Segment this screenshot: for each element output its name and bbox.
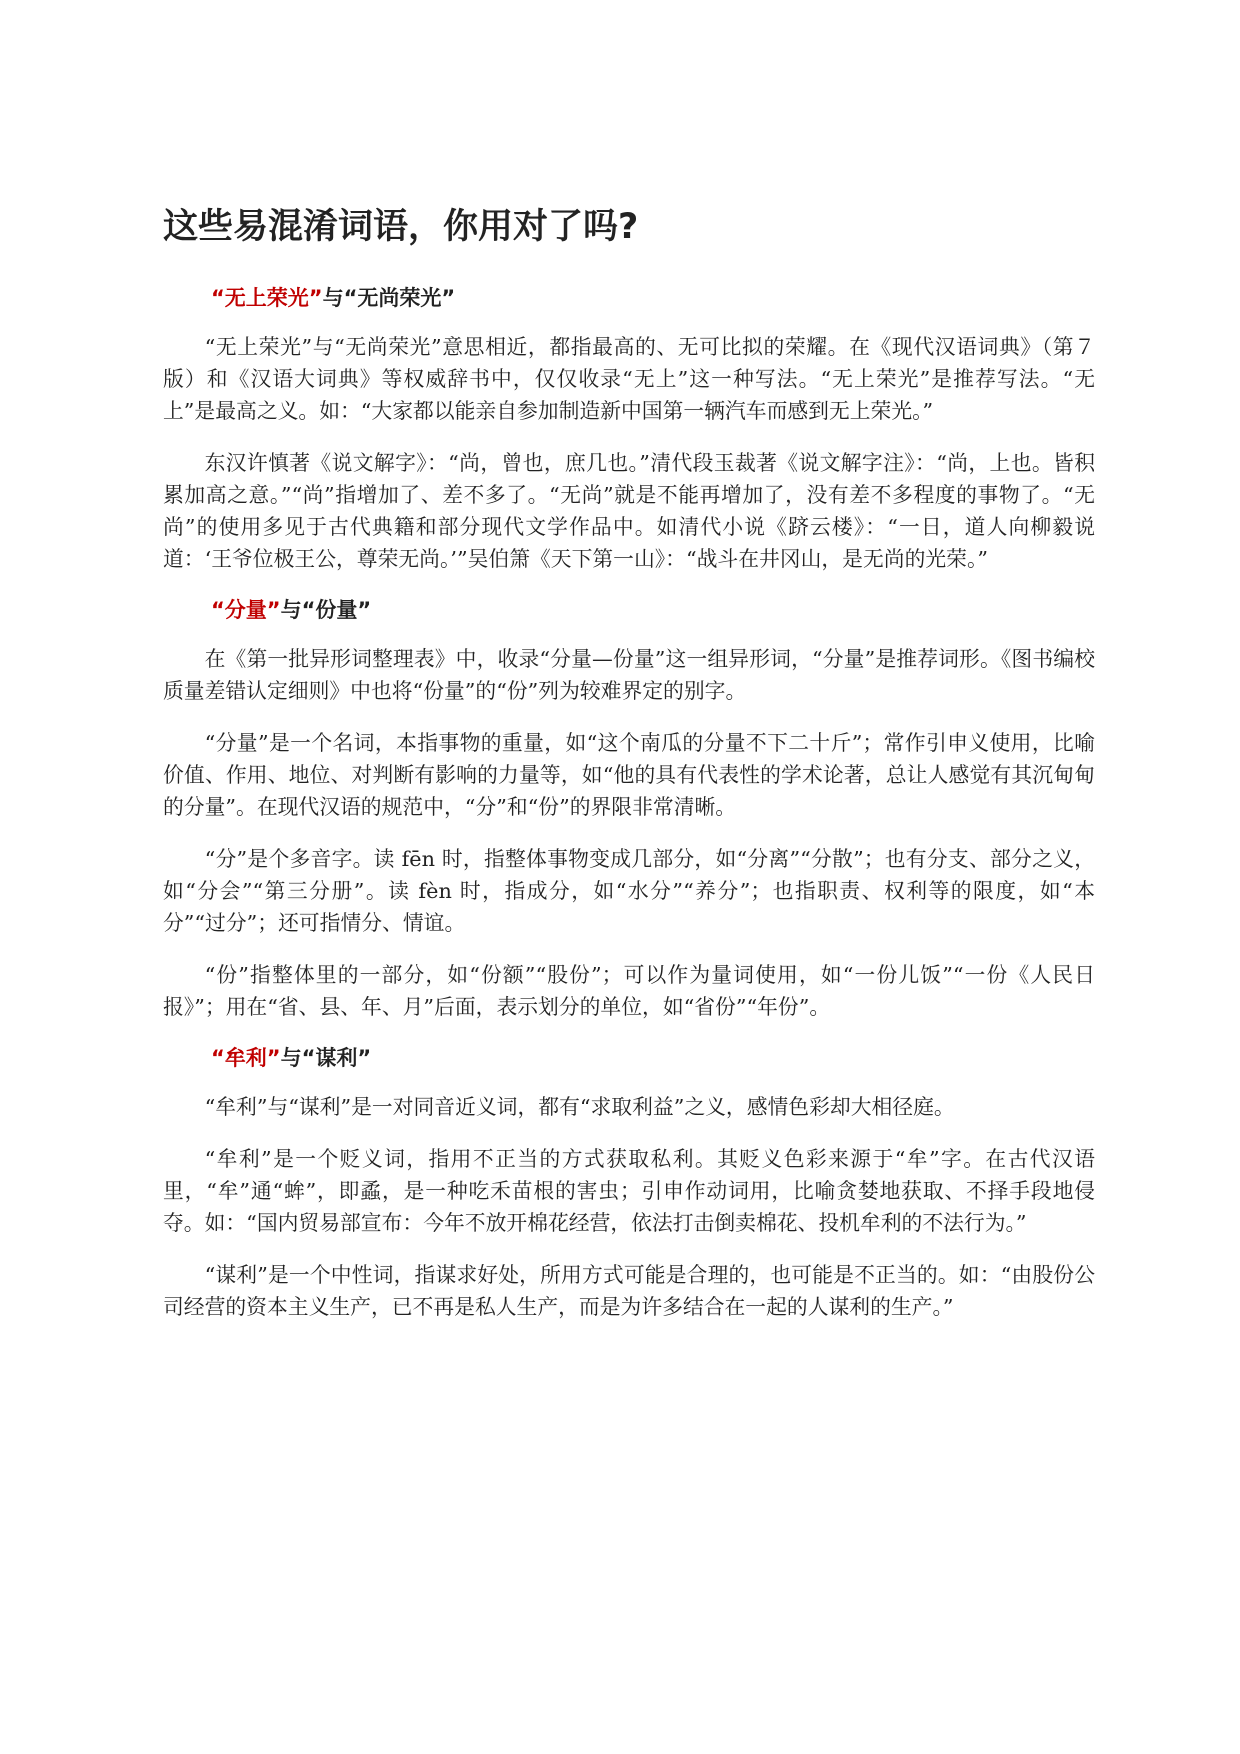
- paragraph: 东汉许慎著《说文解字》：“尚，曾也，庶几也。”清代段玉裁著《说文解字注》：“尚，上也。皆积累加高之意。”“尚”指增加了、差不多了。“无尚”就是不能再增加了，没有差不多程度的事物了。“无尚”的使用多见于古代典籍和部分现代文学作品中。如清代小说《跻云楼》：“一日，道人向柳毅说道：‘王爷位极王公，尊荣无尚。’”吴伯箫《天下第一山》：“战斗在井冈山，是无尚的光荣。”: [163, 451, 1095, 571]
- heading-highlight: “牟利”: [211, 1046, 281, 1070]
- paragraph: “无上荣光”与“无尚荣光”意思相近，都指最高的、无可比拟的荣耀。在《现代汉语词典》（第７版）和《汉语大词典》等权威辞书中，仅仅收录“无上”这一种写法。“无上荣光”是推荐写法。“无上”是最高之义。如：“大家都以能亲自参加制造新中国第一辆汽车而感到无上荣光。”: [163, 335, 1095, 423]
- section-heading: [211, 1043, 1095, 1073]
- paragraph: “分量”是一个名词，本指事物的重量，如“这个南瓜的分量不下二十斤”；常作引申义使用，比喻价值、作用、地位、对判断有影响的力量等，如“他的具有代表性的学术论著，总让人感觉有其沉甸甸的分量”。在现代汉语的规范中，“分”和“份”的界限非常清晰。: [163, 731, 1095, 819]
- section-heading: [211, 595, 1095, 625]
- article: [163, 205, 1095, 1343]
- paragraph: “份”指整体里的一部分，如“份额”“股份”；可以作为量词使用，如“一份儿饭”“一份《人民日报》”；用在“省、县、年、月”后面，表示划分的单位，如“省份”“年份”。: [163, 963, 1095, 1019]
- heading-rest: 与“份量”: [280, 598, 372, 622]
- paragraph: “分”是个多音字。读 fēn 时，指整体事物变成几部分，如“分离”“分散”；也有分支、部分之义，如“分会”“第三分册”。读 fèn 时，指成分，如“水分”“养分”；也指职责、权利等的限度，如“本分”“过分”；还可指情分、情谊。: [163, 847, 1095, 935]
- heading-rest: 与“无尚荣光”: [322, 286, 456, 310]
- article-title: 这些易混淆词语，你用对了吗?: [163, 207, 639, 247]
- section-fenliang: [163, 595, 1095, 1023]
- heading-highlight: “分量”: [211, 598, 281, 622]
- paragraph: “牟利”与“谋利”是一对同音近义词，都有“求取利益”之义，感情色彩却大相径庭。: [204, 1095, 955, 1119]
- heading-highlight: “无上荣光”: [211, 286, 323, 310]
- paragraph: “牟利”是一个贬义词，指用不正当的方式获取私利。其贬义色彩来源于“牟”字。在古代汉语里，“牟”通“蛑”，即蟊，是一种吃禾苗根的害虫；引申作动词用，比喻贪婪地获取、不择手段地侵夺。如：“国内贸易部宣布：今年不放开棉花经营，依法打击倒卖棉花、投机牟利的不法行为。”: [163, 1147, 1095, 1235]
- section-wushang-rongguang: [163, 283, 1095, 575]
- heading-rest: 与“谋利”: [280, 1046, 372, 1070]
- paragraph: “谋利”是一个中性词，指谋求好处，所用方式可能是合理的，也可能是不正当的。如：“由股份公司经营的资本主义生产，已不再是私人生产，而是为许多结合在一起的人谋利的生产。”: [163, 1263, 1095, 1319]
- paragraph: 在《第一批异形词整理表》中，收录“分量—份量”这一组异形词，“分量”是推荐词形。《图书编校质量差错认定细则》中也将“份量”的“份”列为较难界定的别字。: [163, 647, 1095, 703]
- section-heading: [211, 283, 1095, 313]
- section-mouli: [163, 1043, 1095, 1323]
